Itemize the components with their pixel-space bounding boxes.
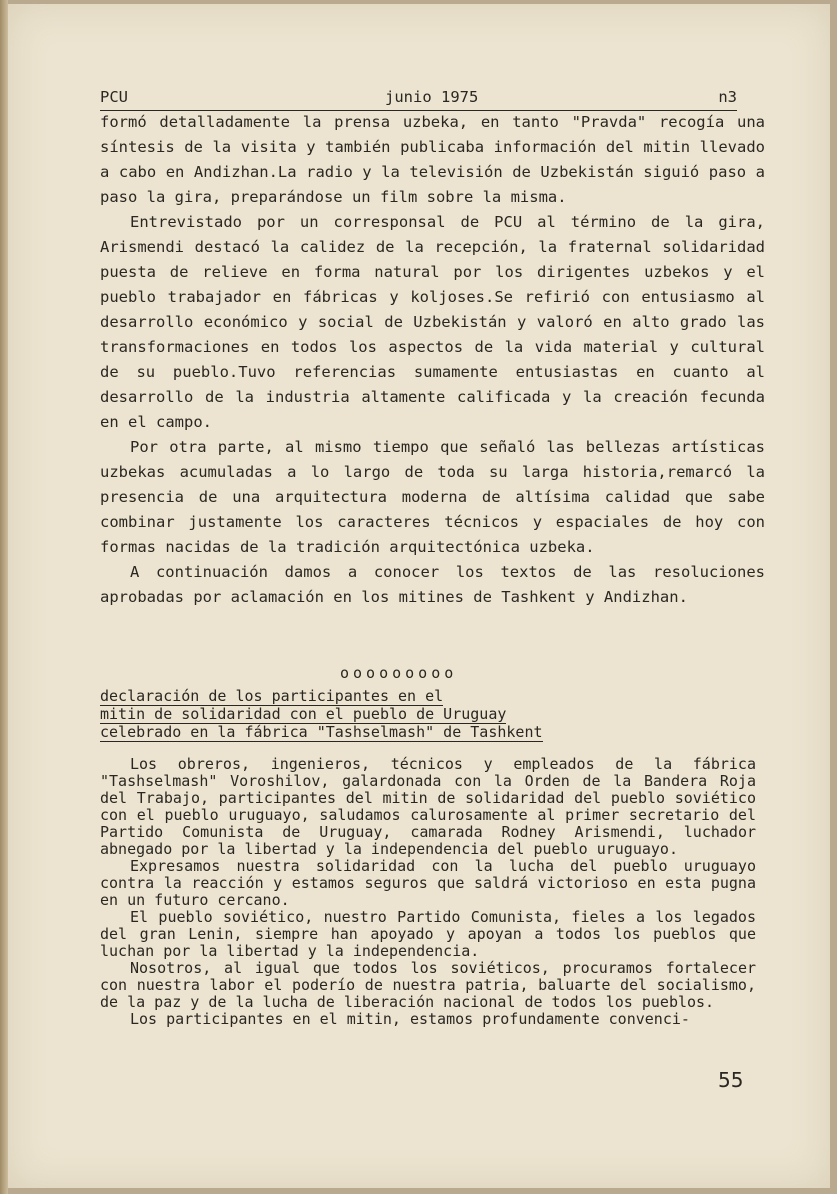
article-paragraph: formó detalladamente la prensa uzbeka, en tanto "Pravda" recogía una síntesis de la visita y también publicaba información del mitin llevado a cabo en Andizhan.La radio y la televisión de Uzbekistán siguió paso a paso la gira, preparándose un film sobre la misma. <box>100 113 765 206</box>
declaration-title-line: mitin de solidaridad con el pueblo de Uruguay <box>100 705 507 723</box>
declaration-paragraph: Expresamos nuestra solidaridad con la lucha del pueblo uruguayo contra la reacción y estamos seguros que saldrá victorioso en esta pugna en un futuro cercano. <box>100 857 756 909</box>
article-paragraph: A continuación damos a conocer los textos de las resoluciones aprobadas por aclamación en los mitines de Tashkent y Andizhan. <box>100 563 765 606</box>
page-number: 55 <box>718 1068 744 1092</box>
page-edge <box>0 0 8 1194</box>
article-body <box>100 110 765 610</box>
header-issue: n3 <box>718 88 737 106</box>
declaration-title-line: declaración de los participantes en el <box>100 687 444 705</box>
declaration-title <box>100 688 543 742</box>
declaration-paragraph: Nosotros, al igual que todos los soviéticos, procuramos fortalecer con nuestra labor el poderío de nuestra patria, baluarte del socialismo, de la paz y de la lucha de liberación nacional de todos los pueblos. <box>100 959 756 1011</box>
page-header <box>100 88 737 111</box>
article-paragraph: Por otra parte, al mismo tiempo que señaló las bellezas artísticas uzbekas acumuladas a lo largo de toda su larga historia,remarcó la presencia de una arquitectura moderna de altísima calidad que sabe combinar justamente los caracteres técnicos y espaciales de hoy con formas nacidas de la tradición arquitectónica uzbeka. <box>100 438 765 556</box>
section-separator: ooooooooo <box>340 664 458 682</box>
header-date: junio 1975 <box>385 88 479 106</box>
header-publication: PCU <box>100 88 128 106</box>
declaration-title-line: celebrado en la fábrica "Tashselmash" de Tashkent <box>100 723 543 741</box>
declaration-paragraph: Los participantes en el mitin, estamos profundamente convenci- <box>130 1010 690 1028</box>
declaration-body <box>100 756 756 1028</box>
declaration-paragraph: El pueblo soviético, nuestro Partido Comunista, fieles a los legados del gran Lenin, siempre han apoyado y apoyan a todos los pueblos que luchan por la libertad y la independencia. <box>100 908 756 960</box>
declaration-paragraph: Los obreros, ingenieros, técnicos y empleados de la fábrica "Tashselmash" Voroshilov, galardonada con la Orden de la Bandera Roja del Trabajo, participantes del mitin de solidaridad del pueblo soviético con el pueblo uruguayo, saludamos calurosamente al primer secretario del Partido Comunista de Uruguay, camarada Rodney Arismendi, luchador abnegado por la libertad y la independencia del pueblo uruguayo. <box>100 755 756 858</box>
article-paragraph: Entrevistado por un corresponsal de PCU al término de la gira, Arismendi destacó la calidez de la recepción, la fraternal solidaridad puesta de relieve en forma natural por los dirigentes uzbekos y el pueblo trabajador en fábricas y koljoses.Se refirió con entusiasmo al desarrollo económico y social de Uzbekistán y valoró en alto grado las transformaciones en todos los aspectos de la vida material y cultural de su pueblo.Tuvo referencias sumamente entusiastas en cuanto al desarrollo de la industria altamente calificada y la creación fecunda en el campo. <box>100 213 765 431</box>
